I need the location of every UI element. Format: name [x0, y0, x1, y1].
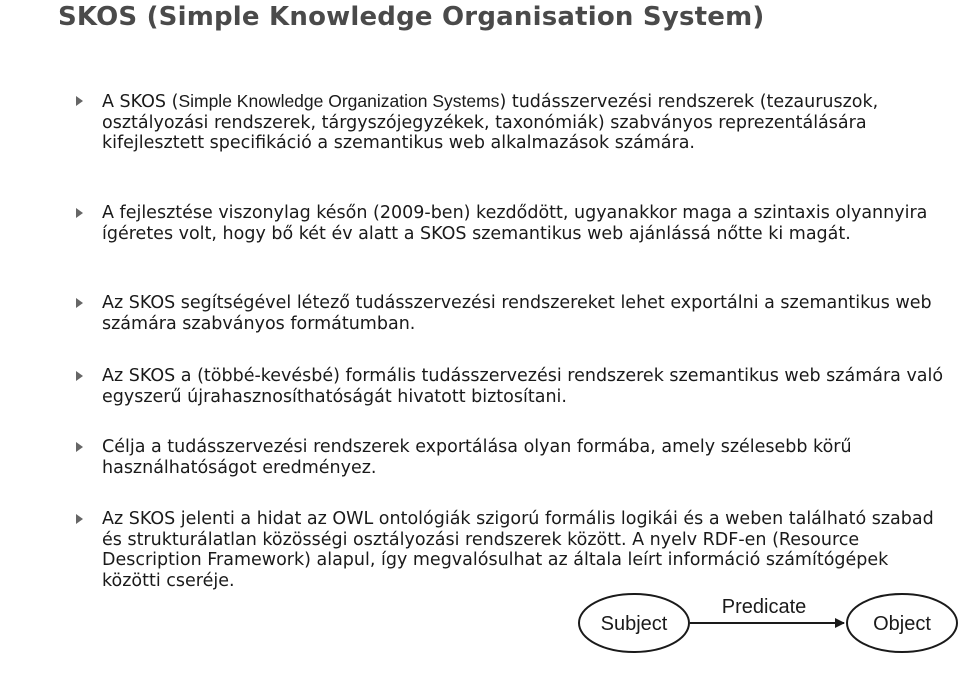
bullet-arrow-icon — [76, 442, 83, 452]
bullet-arrow-icon — [76, 371, 83, 381]
bullet-5-text: Célja a tudásszervezési rendszerek exportálása olyan formába, amely szélesebb körű használhatóságot eredményez. — [102, 437, 852, 478]
rdf-triple-diagram — [578, 593, 958, 693]
bullet-item-3 — [102, 293, 947, 334]
bullet-2-text: A fejlesztése viszonylag későn (2009-ben) kezdődött, ugyanakkor maga a szintaxis olyannyira ígéretes volt, hogy bő két év alatt a SKOS szemantikus web ajánlássá nőtte ki magát. — [102, 203, 928, 244]
subject-label: Subject — [600, 613, 668, 635]
object-label: Object — [873, 613, 931, 635]
bullet-4-text: Az SKOS a (többé-kevésbé) formális tudásszervezési rendszerek szemantikus web számára való egyszerű újrahasznosíthatóságát hivatott biztosítani. — [102, 366, 944, 407]
bullet-3-text: Az SKOS segítségével létező tudásszervezési rendszereket lehet exportálni a szemantikus web számára szabványos formátumban. — [102, 293, 932, 334]
bullet-1-text-start: A SKOS ( — [102, 92, 179, 112]
bullet-arrow-icon — [76, 298, 83, 308]
bullet-arrow-icon — [76, 96, 83, 106]
predicate-label: Predicate — [721, 596, 807, 618]
bullet-item-1 — [102, 91, 947, 154]
bullet-1-text-end: ) tudásszervezési rendszerek (tezauruszok, osztályozási rendszerek, tárgyszójegyzékek, taxonómiák) szabványos reprezentálására kifejlesztett specifikáció a szemantikus web alkalmazások számára. — [102, 92, 879, 153]
bullet-item-2 — [102, 203, 947, 244]
bullet-6-text: Az SKOS jelenti a hidat az OWL ontológiák szigorú formális logikái és a weben található szabad és strukturálatlan közösségi osztályozási rendszerek között. A nyelv RDF-en (Resource Description Framework) alapul, így megvalósulhat az általa leírt információ számítógépek közötti cseréje. — [102, 509, 934, 591]
bullet-arrow-icon — [76, 514, 83, 524]
bullet-item-5 — [102, 437, 947, 478]
bullet-1-emphasis: Simple Knowledge Organization Systems — [178, 91, 500, 111]
slide-title: SKOS (Simple Knowledge Organisation System) — [58, 2, 765, 32]
bullet-item-4 — [102, 366, 947, 407]
bullet-arrow-icon — [76, 208, 83, 218]
bullet-item-6 — [102, 509, 947, 591]
